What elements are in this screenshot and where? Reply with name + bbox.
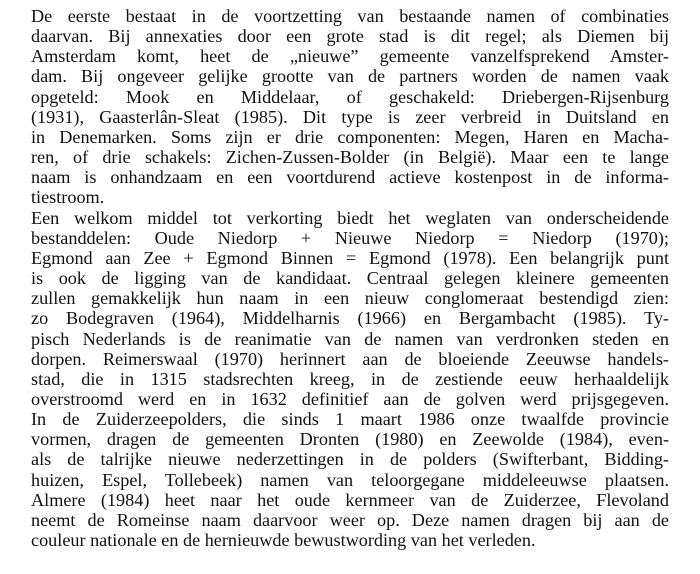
text-line: vormen, dragen de gemeenten Dronten (1980) en Zeewolde (1984), even- bbox=[31, 429, 669, 450]
text-line: ren, of drie schakels: Zichen-Zussen-Bolder (in België). Maar een te lange bbox=[31, 147, 669, 168]
text-line: bestanddelen: Oude Niedorp + Nieuwe Niedorp = Niedorp (1970); bbox=[31, 227, 669, 248]
text-line: tiestroom. bbox=[31, 187, 105, 208]
paragraph-2 bbox=[31, 208, 669, 551]
text-line: in Denemarken. Soms zijn er drie componenten: Megen, Haren en Macha- bbox=[31, 126, 669, 147]
text-line: (1931), Gaasterlân-Sleat (1985). Dit type is zeer verbreid in Duitsland en bbox=[31, 106, 669, 127]
text-line: zullen gemakkelijk hun naam in een nieuw conglomeraat bestendigd zien: bbox=[31, 288, 669, 309]
text-line: Amsterdam komt, heet de „nieuwe” gemeente vanzelfsprekend Amster- bbox=[31, 46, 669, 67]
text-line: is ook de ligging van de kandidaat. Centraal gelegen kleinere gemeenten bbox=[31, 268, 669, 289]
text-line: zo Bodegraven (1964), Middelharnis (1966) en Bergambacht (1985). Ty- bbox=[31, 308, 669, 329]
text-line: dam. Bij ongeveer gelijke grootte van de partners worden de namen vaak bbox=[31, 66, 669, 87]
text-line: huizen, Espel, Tollebeek) namen van teloorgegane middeleeuwse plaatsen. bbox=[31, 469, 669, 490]
text-line: daarvan. Bij annexaties door een grote stad is dit regel; als Diemen bij bbox=[31, 26, 669, 47]
text-line: De eerste bestaat in de voortzetting van bestaande namen of combinaties bbox=[31, 6, 669, 26]
text-line: als de talrijke nieuwe nederzettingen in de polders (Swifterbant, Bidding- bbox=[31, 449, 669, 470]
document-page bbox=[31, 6, 669, 550]
text-line: Egmond aan Zee + Egmond Binnen = Egmond (1978). Een belangrijk punt bbox=[31, 247, 669, 268]
text-line: naam is onhandzaam en een voortdurend actieve kostenpost in de informa- bbox=[31, 167, 669, 188]
paragraph-1 bbox=[31, 6, 669, 208]
text-line: Almere (1984) heet naar het oude kernmeer van de Zuiderzee, Flevoland bbox=[31, 489, 669, 510]
text-line: couleur nationale en de hernieuwde bewustwording van het verleden. bbox=[31, 530, 536, 551]
text-line: pisch Nederlands is de reanimatie van de namen van verdronken steden en bbox=[31, 328, 669, 349]
text-line: Een welkom middel tot verkorting biedt het weglaten van onderscheidende bbox=[31, 207, 669, 228]
text-line: In de Zuiderzeepolders, die sinds 1 maart 1986 onze twaalfde provincie bbox=[31, 409, 669, 430]
text-line: stad, die in 1315 stadsrechten kreeg, in de zestiende eeuw herhaaldelijk bbox=[31, 368, 669, 389]
text-line: overstroomd werd en in 1632 definitief aan de golven werd prijsgegeven. bbox=[31, 388, 669, 409]
text-line: dorpen. Reimerswaal (1970) herinnert aan de bloeiende Zeeuwse handels- bbox=[31, 348, 669, 369]
text-line: neemt de Romeinse naam daarvoor weer op. Deze namen dragen bij aan de bbox=[31, 509, 669, 530]
text-line: opgeteld: Mook en Middelaar, of geschakeld: Driebergen-Rijsenburg bbox=[31, 86, 669, 107]
